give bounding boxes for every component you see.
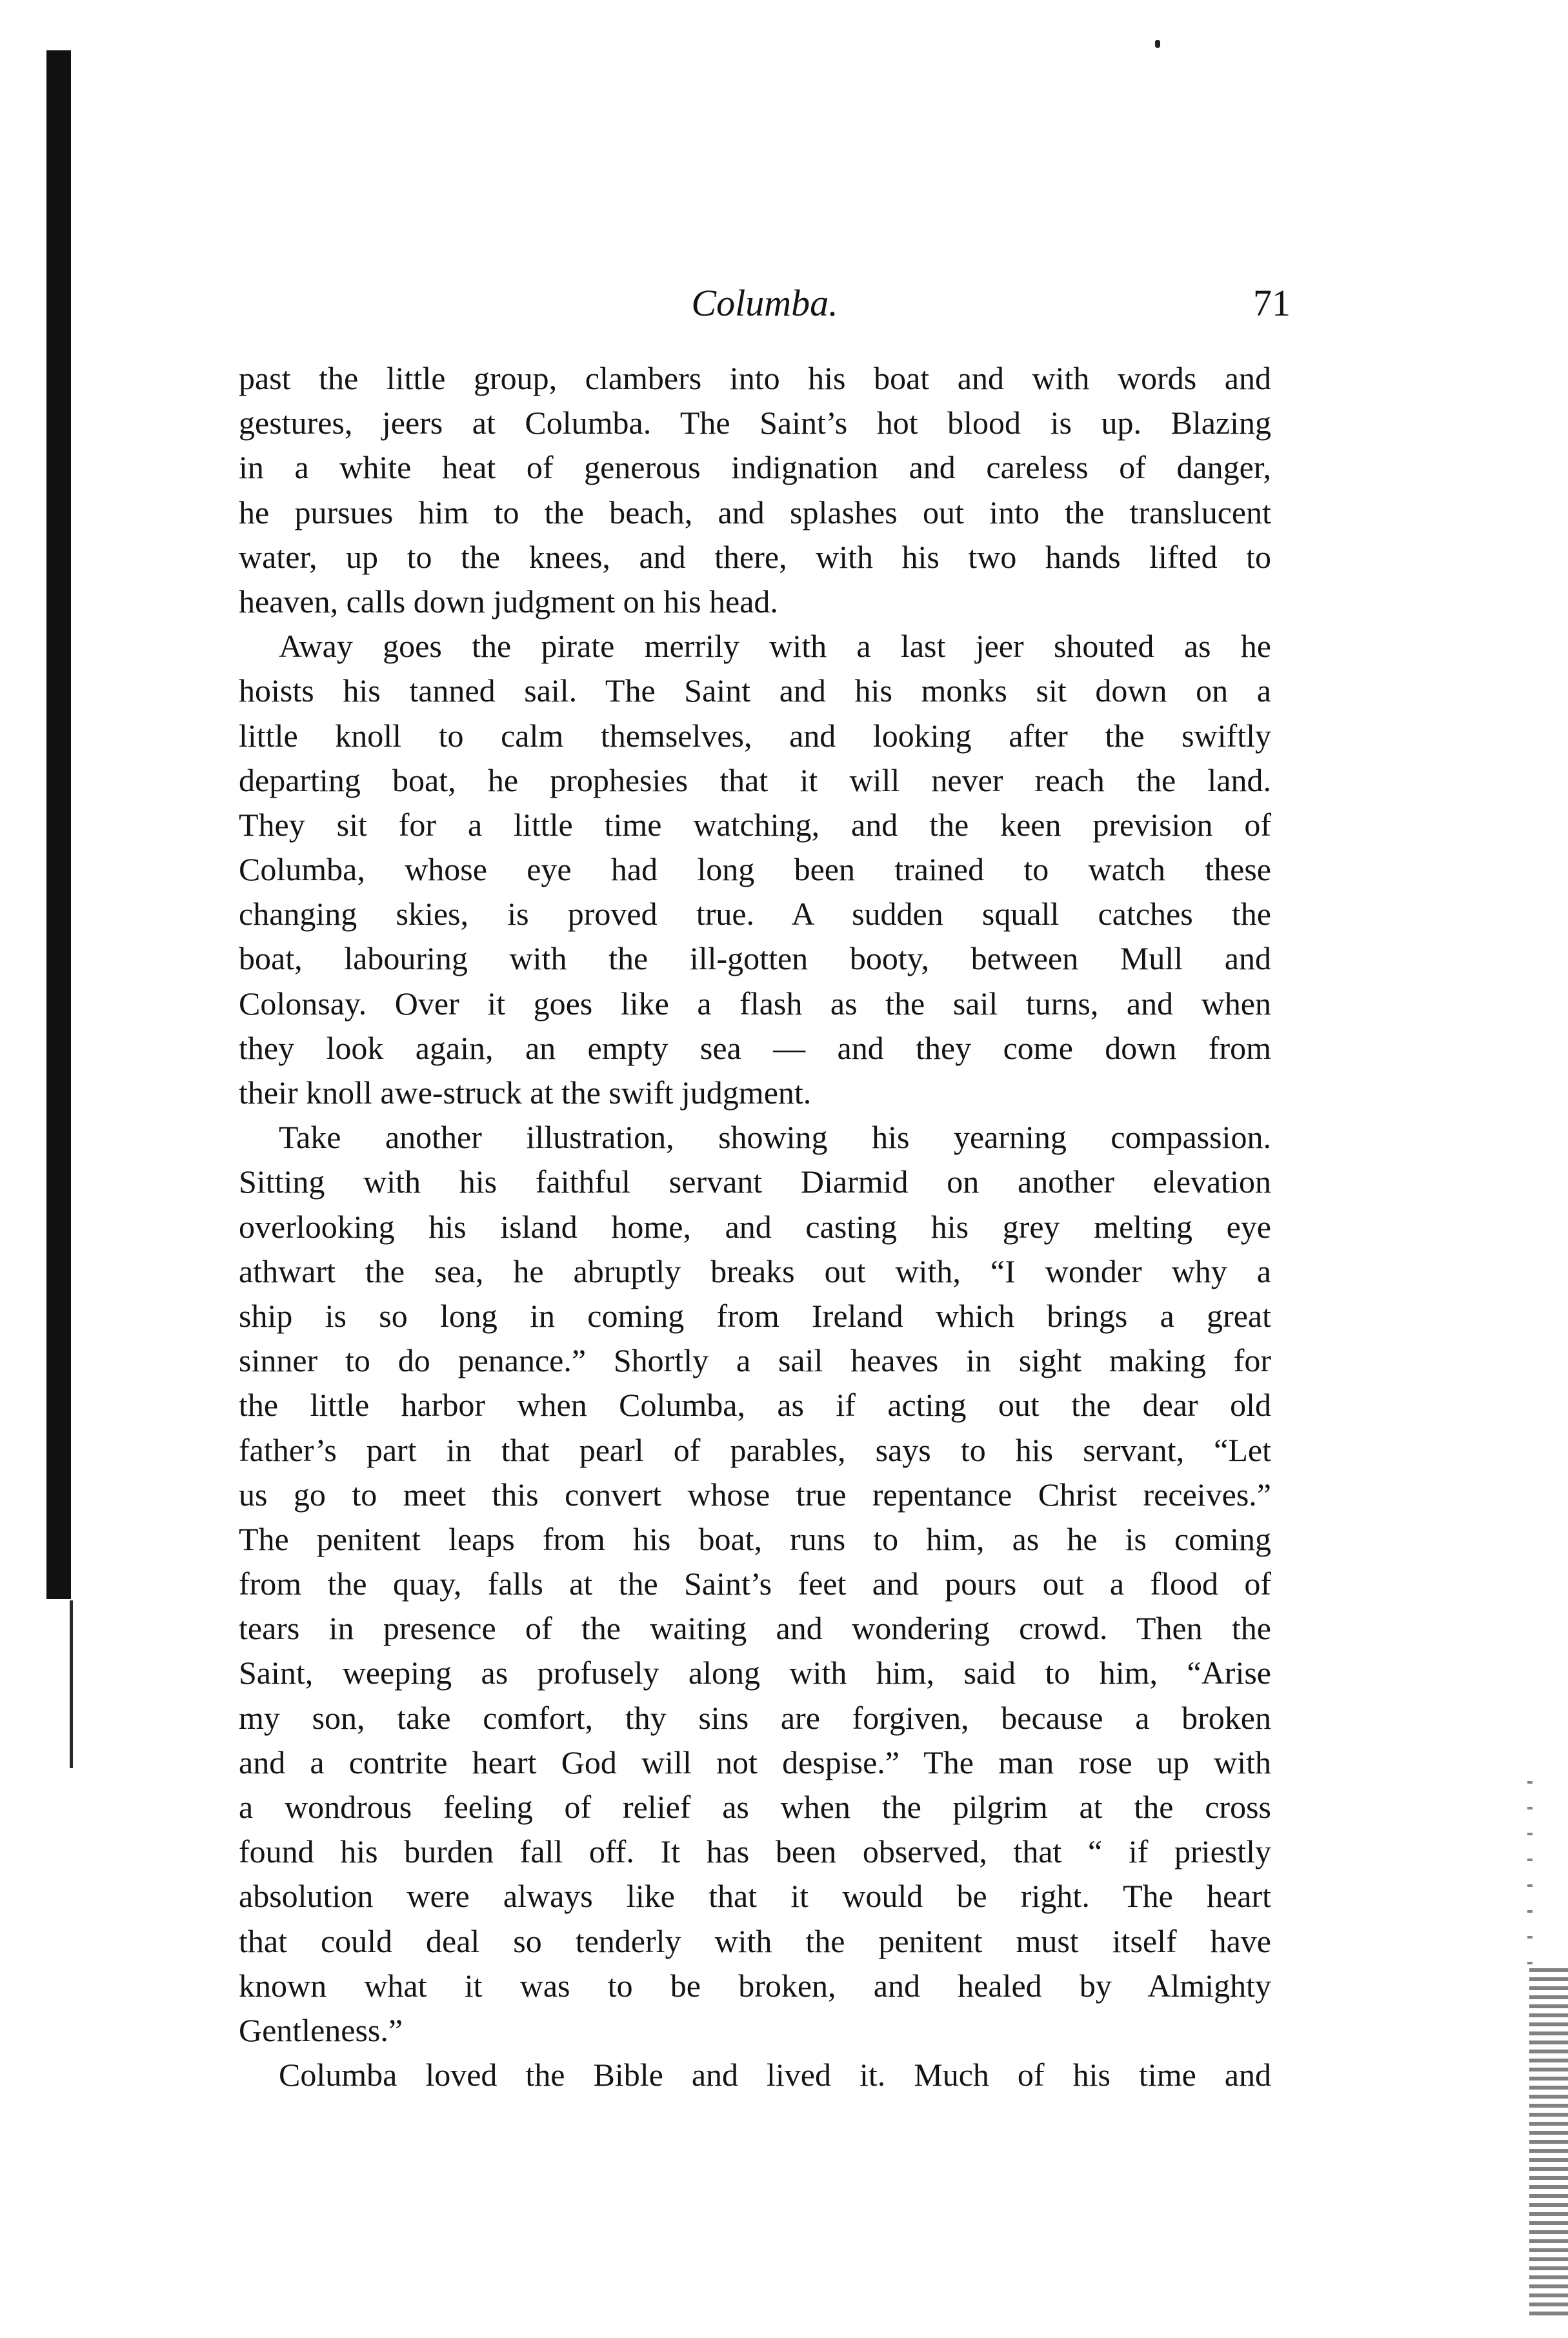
text-line: father’s part in that pearl of parables, says to his servant, “Let [239, 1431, 1271, 1468]
text-line: Away goes the pirate merrily with a last jeer shouted as he [279, 628, 1271, 665]
text-line: water, up to the knees, and there, with his two hands lifted to [239, 538, 1271, 575]
text-line: boat, labouring with the ill-gotten booty, between Mull and [239, 940, 1271, 977]
page-number: 71 [1253, 282, 1291, 324]
text-line: heaven, calls down judgment on his head. [239, 583, 778, 620]
text-line: Take another illustration, showing his yearning compassion. [279, 1119, 1271, 1156]
text-line: and a contrite heart God will not despise.” The man rose up with [239, 1744, 1271, 1780]
text-line: sinner to do penance.” Shortly a sail heaves in sight making for [239, 1342, 1271, 1379]
text-line: the little harbor when Columba, as if acting out the dear old [239, 1387, 1271, 1424]
text-line: absolution were always like that it would be right. The heart [239, 1878, 1271, 1915]
scan-binding-line [70, 1600, 73, 1768]
text-line: that could deal so tenderly with the penitent must itself have [239, 1922, 1271, 1959]
text-line: Gentleness.” [239, 2011, 403, 2048]
text-line: from the quay, falls at the Saint’s feet and pours out a flood of [239, 1566, 1271, 1602]
text-line: The penitent leaps from his boat, runs to him, as he is coming [239, 1520, 1271, 1557]
text-line: tears in presence of the waiting and wondering crowd. Then the [239, 1610, 1271, 1647]
text-line: known what it was to be broken, and healed by Almighty [239, 1967, 1271, 2004]
text-line: overlooking his island home, and casting his grey melting eye [239, 1208, 1271, 1245]
text-line: Columba loved the Bible and lived it. Much of his time and [279, 2057, 1271, 2093]
running-head [239, 277, 1291, 329]
scan-binding-shadow [46, 50, 71, 1599]
text-line: Colonsay. Over it goes like a flash as the sail turns, and when [239, 985, 1271, 1022]
text-line: athwart the sea, he abruptly breaks out with, “I wonder why a [239, 1253, 1271, 1289]
text-line: found his burden fall off. It has been observed, that “ if priestly [239, 1833, 1271, 1870]
running-title: Columba. [691, 282, 838, 324]
text-line: changing skies, is proved true. A sudden squall catches the [239, 896, 1271, 932]
text-line: in a white heat of generous indignation and careless of danger, [239, 449, 1271, 486]
scan-edge-specks [1529, 1968, 1568, 2317]
body-text [239, 356, 1271, 2097]
text-line: ship is so long in coming from Ireland which brings a great [239, 1297, 1271, 1334]
text-line: a wondrous feeling of relief as when the pilgrim at the cross [239, 1789, 1271, 1825]
scan-edge-dots [1527, 1781, 1533, 1975]
scan-speck [1155, 40, 1160, 48]
text-line: Sitting with his faithful servant Diarmid on another elevation [239, 1164, 1271, 1200]
text-line: he pursues him to the beach, and splashes out into the translucent [239, 494, 1271, 530]
text-line: they look again, an empty sea — and they come down from [239, 1029, 1271, 1066]
text-line: little knoll to calm themselves, and looking after the swiftly [239, 717, 1271, 754]
text-line: They sit for a little time watching, and the keen prevision of [239, 806, 1271, 843]
text-line: departing boat, he prophesies that it will never reach the land. [239, 761, 1271, 798]
text-line: their knoll awe-struck at the swift judgment. [239, 1074, 812, 1111]
text-line: gestures, jeers at Columba. The Saint’s hot blood is up. Blazing [239, 405, 1271, 441]
text-line: my son, take comfort, thy sins are forgiven, because a broken [239, 1699, 1271, 1736]
text-line: hoists his tanned sail. The Saint and his monks sit down on a [239, 672, 1271, 709]
text-line: us go to meet this convert whose true repentance Christ receives.” [239, 1476, 1271, 1513]
text-line: past the little group, clambers into his boat and with words and [239, 360, 1271, 396]
text-line: Saint, weeping as profusely along with him, said to him, “Arise [239, 1655, 1271, 1691]
text-line: Columba, whose eye had long been trained to watch these [239, 851, 1271, 888]
